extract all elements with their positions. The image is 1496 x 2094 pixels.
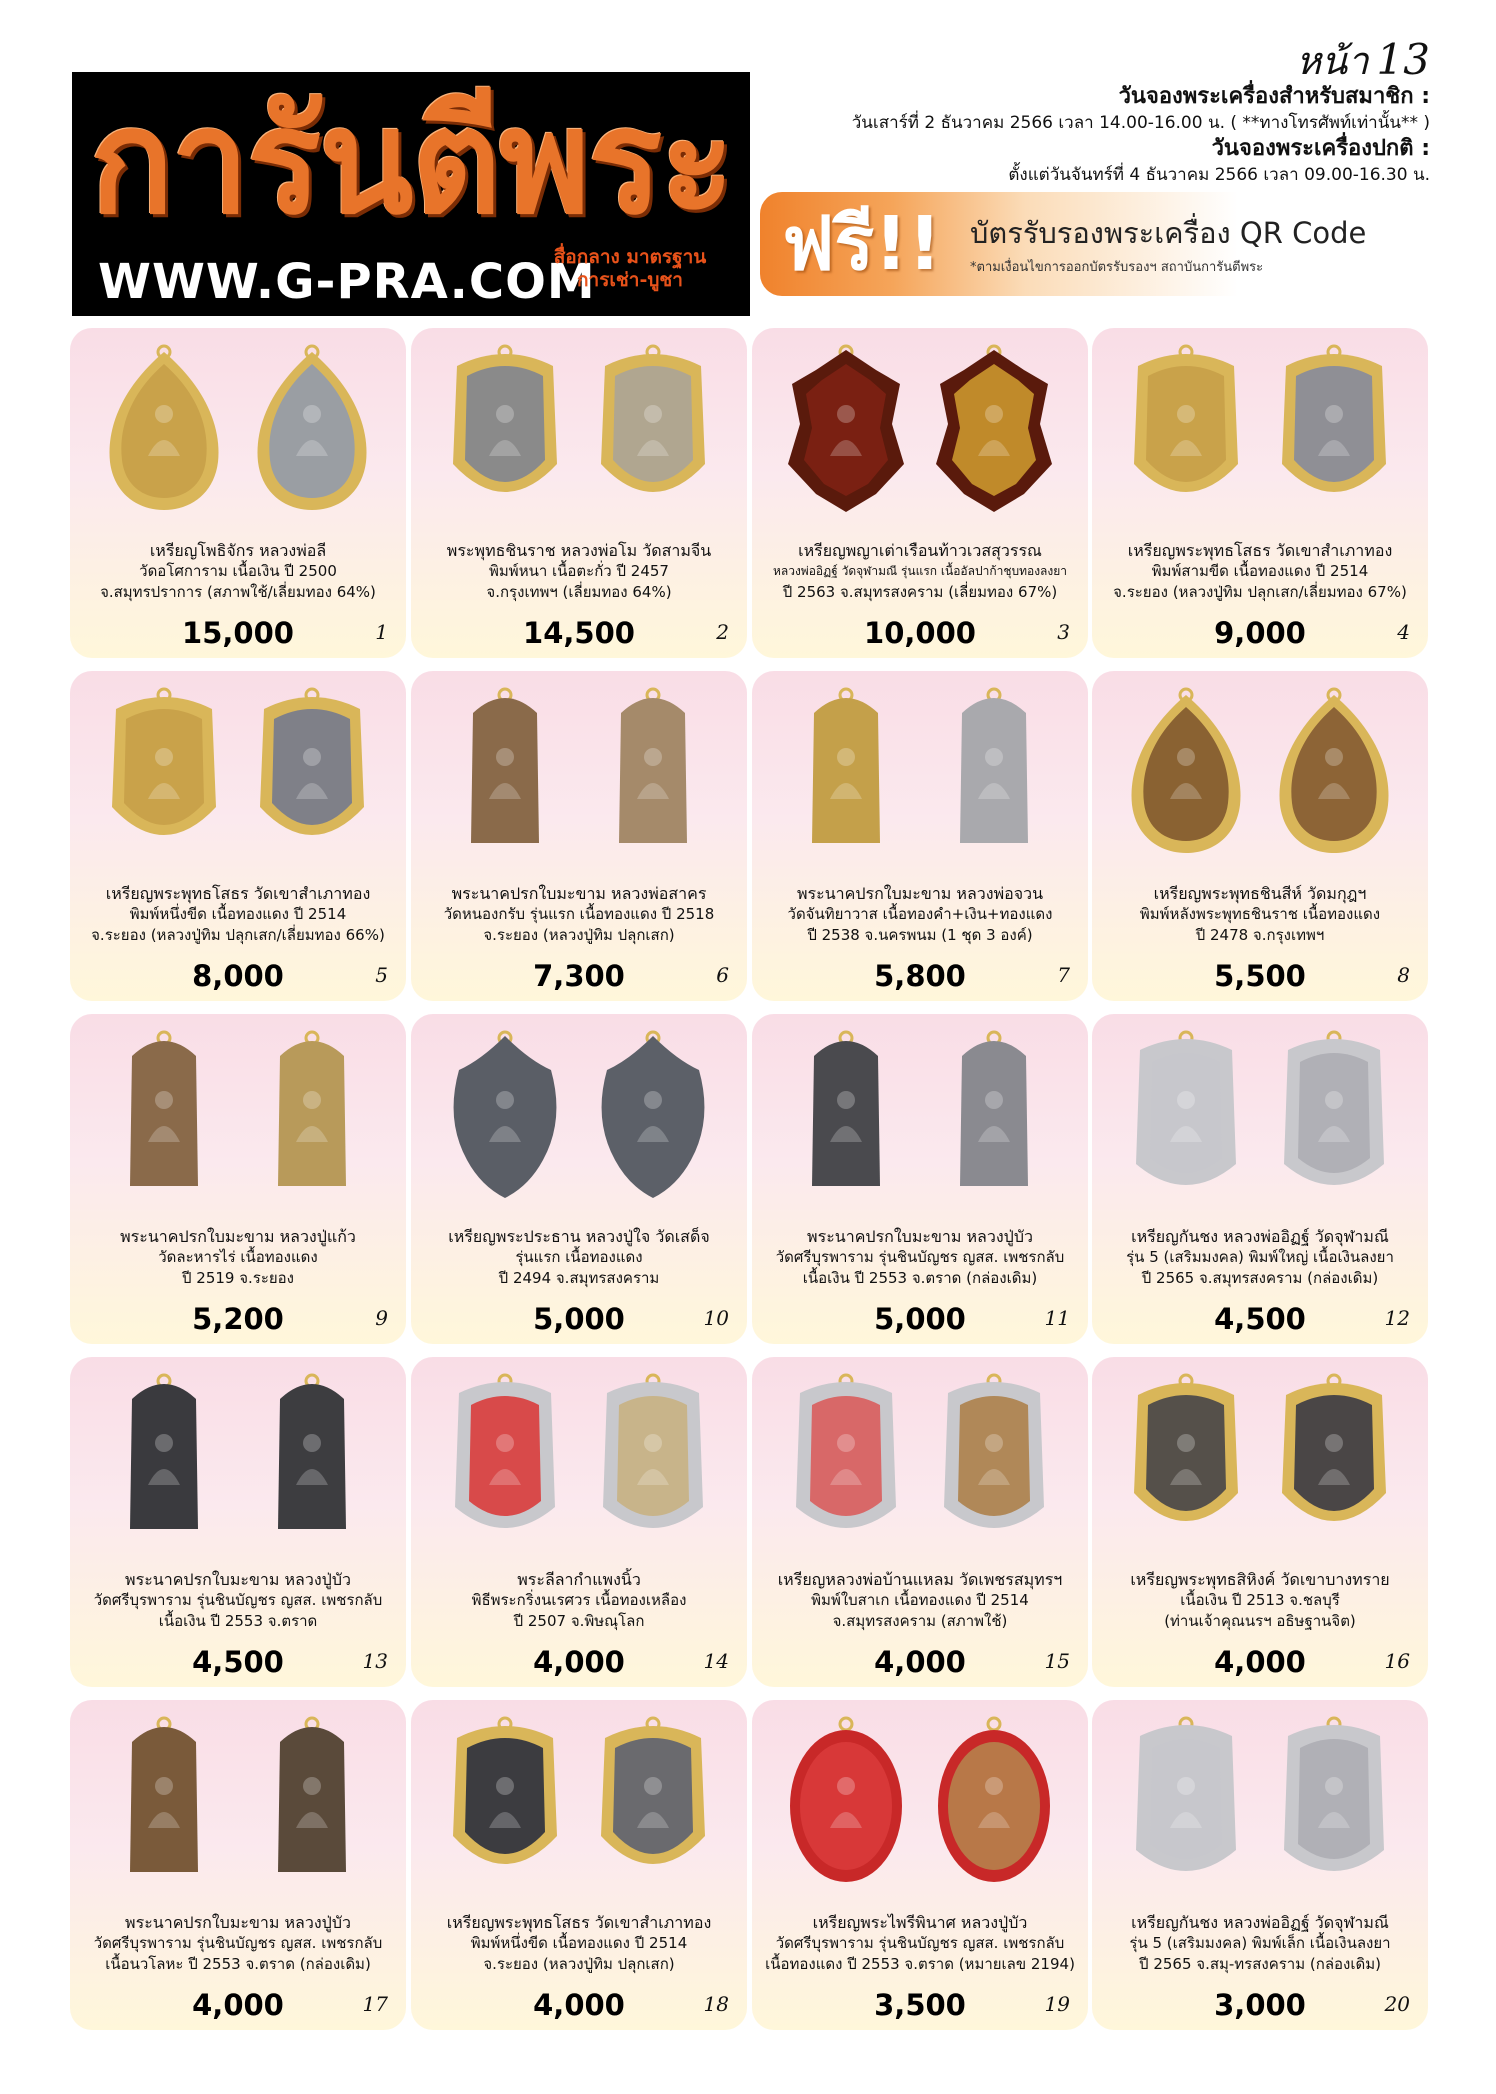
amulet-origin: จ.ระยอง (หลวงปู่ทิม ปลุกเสก/เลี่ยมทอง 67%) (1113, 583, 1407, 601)
amulet-description (1100, 540, 1420, 603)
item-number: 17 (362, 1992, 388, 2016)
amulet-name: เหรียญหลวงพ่อบ้านแหลม วัดเพชรสมุทรฯ (777, 1570, 1063, 1589)
logo-url: WWW.G-PRA.COM (98, 254, 596, 310)
amulet-origin: ปี 2563 จ.สมุทรสงคราม (เลี่ยมทอง 67%) (782, 583, 1058, 601)
amulet-back-image (246, 344, 378, 516)
amulet-card (752, 1014, 1088, 1344)
amulet-price: 5,800 (874, 959, 966, 993)
item-number: 18 (703, 1992, 729, 2016)
amulet-front-image (780, 1716, 912, 1888)
amulet-description (1100, 883, 1420, 946)
amulet-price: 5,500 (1214, 959, 1306, 993)
amulet-front-image (780, 1030, 912, 1202)
amulet-card (1092, 671, 1428, 1001)
amulet-origin: เนื้อนวโลหะ ปี 2553 จ.ตราด (กล่องเดิม) (105, 1955, 371, 1973)
amulet-price: 3,000 (1214, 1988, 1306, 2022)
amulet-photo-pair (776, 1030, 1064, 1202)
amulet-front-image (1120, 1716, 1252, 1888)
member-booking-heading: วันจองพระเครื่องสำหรับสมาชิก : (1118, 84, 1430, 109)
amulet-front-image (98, 344, 230, 516)
amulet-detail: เนื้อเงิน ปี 2513 จ.ชลบุรี (1180, 1591, 1340, 1609)
amulet-card (411, 1014, 747, 1344)
amulet-name: เหรียญพระไพรีพินาศ หลวงปู่บัว (812, 1913, 1028, 1932)
amulet-detail: รุ่น 5 (เสริมมงคล) พิมพ์ใหญ่ เนื้อเงินลงยา (1126, 1248, 1394, 1266)
normal-booking-heading: วันจองพระเครื่องปกติ : (1211, 136, 1430, 161)
amulet-photo-pair (94, 344, 382, 516)
amulet-back-image (587, 344, 719, 516)
amulet-photo-pair (435, 1373, 723, 1545)
amulet-detail: พิมพ์หนึ่งขีด เนื้อทองแดง ปี 2514 (470, 1934, 688, 1952)
amulet-name: เหรียญกันชง หลวงพ่ออิฏฐ์ วัดจุฬามณี (1131, 1227, 1389, 1246)
item-number: 5 (375, 963, 388, 987)
normal-booking-time: ตั้งแต่วันจันทร์ที่ 4 ธันวาคม 2566 เวลา 09.00-16.30 น. (1008, 165, 1430, 185)
amulet-description (419, 1912, 739, 1975)
amulet-origin: จ.ระยอง (หลวงปู่ทิม ปลุกเสก) (483, 926, 675, 944)
amulet-name: พระพุทธชินราช หลวงพ่อโม วัดสามจีน (446, 541, 712, 560)
item-number: 2 (716, 620, 729, 644)
amulet-card (70, 1357, 406, 1687)
amulet-back-image (928, 344, 1060, 516)
amulet-front-image (1120, 1030, 1252, 1202)
amulet-detail: รุ่น 5 (เสริมมงคล) พิมพ์เล็ก เนื้อเงินลงยา (1129, 1934, 1391, 1952)
amulet-card (411, 1700, 747, 2030)
amulet-back-image (587, 687, 719, 859)
amulet-back-image (587, 1373, 719, 1545)
amulet-card (411, 1357, 747, 1687)
amulet-origin: ปี 2519 จ.ระยอง (181, 1269, 295, 1287)
amulet-origin: จ.สมุทรสงคราม (สภาพใช้) (832, 1612, 1008, 1630)
amulet-detail: พิมพ์ใบสาเก เนื้อทองแดง ปี 2514 (811, 1591, 1029, 1609)
amulet-price: 4,000 (874, 1645, 966, 1679)
logo-tagline (532, 246, 728, 292)
amulet-front-image (439, 1716, 571, 1888)
item-number: 8 (1397, 963, 1410, 987)
amulet-price: 4,000 (192, 1988, 284, 2022)
amulet-description (760, 540, 1080, 603)
amulet-origin: ปี 2494 จ.สมุทรสงคราม (498, 1269, 660, 1287)
amulet-description (78, 1569, 398, 1632)
amulet-photo-pair (1116, 1716, 1404, 1888)
amulet-origin: จ.กรุงเทพฯ (เลี่ยมทอง 64%) (486, 583, 672, 601)
amulet-detail: วัดศรีบุรพาราม รุ่นชินบัญชร ญสส. เพชรกลับ (93, 1591, 383, 1609)
amulet-origin: จ.ระยอง (หลวงปู่ทิม ปลุกเสก) (483, 1955, 675, 1973)
amulet-card (752, 671, 1088, 1001)
amulet-description (1100, 1912, 1420, 1975)
amulet-front-image (98, 1373, 230, 1545)
amulet-back-image (928, 1030, 1060, 1202)
amulet-detail: พิมพ์สามขีด เนื้อทองแดง ปี 2514 (1151, 562, 1369, 580)
amulet-card (752, 1700, 1088, 2030)
amulet-name: พระนาคปรกใบมะขาม หลวงปู่บัว (125, 1570, 351, 1589)
amulet-front-image (1120, 1373, 1252, 1545)
amulet-origin: ปี 2478 จ.กรุงเทพฯ (1195, 926, 1325, 944)
item-number: 10 (703, 1306, 729, 1330)
amulet-detail: พิมพ์หลังพระพุทธชินราช เนื้อทองแดง (1139, 905, 1381, 923)
amulet-card (70, 328, 406, 658)
amulet-front-image (98, 1716, 230, 1888)
amulet-name: เหรียญพระพุทธโสธร วัดเขาสำเภาทอง (105, 884, 371, 903)
item-number: 13 (362, 1649, 388, 1673)
amulet-price: 4,500 (1214, 1302, 1306, 1336)
amulet-price: 5,000 (533, 1302, 625, 1336)
booking-info (790, 84, 1430, 188)
page-number-value: 13 (1376, 35, 1430, 84)
amulet-photo-pair (435, 1030, 723, 1202)
amulet-card (752, 328, 1088, 658)
amulet-price: 5,000 (874, 1302, 966, 1336)
item-number: 16 (1384, 1649, 1410, 1673)
amulet-description (78, 1226, 398, 1289)
amulet-price: 14,500 (523, 616, 635, 650)
amulet-description (78, 540, 398, 603)
brand-logo (72, 72, 750, 316)
amulet-description (760, 883, 1080, 946)
amulet-photo-pair (1116, 1030, 1404, 1202)
amulet-name: พระลีลากำแพงนิ้ว (517, 1570, 641, 1589)
member-booking-time: วันเสาร์ที่ 2 ธันวาคม 2566 เวลา 14.00-16.00 น. ( **ทางโทรศัพท์เท่านั้น** ) (851, 113, 1430, 133)
amulet-name: พระนาคปรกใบมะขาม หลวงพ่อจวน (796, 884, 1044, 903)
amulet-photo-pair (94, 1716, 382, 1888)
free-word: ฟรี!! (782, 201, 942, 287)
amulet-price: 5,200 (192, 1302, 284, 1336)
amulet-back-image (246, 1716, 378, 1888)
amulet-origin: ปี 2507 จ.พิษณุโลก (513, 1612, 645, 1630)
item-number: 9 (375, 1306, 388, 1330)
amulet-name: เหรียญพระพุทธสิหิงค์ วัดเขาบางทราย (1130, 1570, 1390, 1589)
amulet-detail: วัดอโศการาม เนื้อเงิน ปี 2500 (139, 562, 337, 580)
amulet-origin: จ.สมุทรปราการ (สภาพใช้/เลี่ยมทอง 64%) (100, 583, 376, 601)
amulet-detail: พิมพ์หนา เนื้อตะกั่ว ปี 2457 (489, 562, 669, 580)
amulet-detail: พิมพ์หนึ่งขีด เนื้อทองแดง ปี 2514 (129, 905, 347, 923)
amulet-card (411, 328, 747, 658)
amulet-detail: วัดศรีบุรพาราม รุ่นชินบัญชร ญสส. เพชรกลับ (93, 1934, 383, 1952)
amulet-name: เหรียญพระพุทธโสธร วัดเขาสำเภาทอง (1127, 541, 1393, 560)
amulet-photo-pair (435, 687, 723, 859)
amulet-origin: เนื้อทองแดง ปี 2553 จ.ตราด (หมายเลข 2194) (765, 1955, 1075, 1973)
amulet-front-image (1120, 344, 1252, 516)
amulet-description (760, 1912, 1080, 1975)
amulet-card (70, 1014, 406, 1344)
amulet-price: 4,000 (533, 1988, 625, 2022)
amulet-front-image (780, 687, 912, 859)
amulet-price: 8,000 (192, 959, 284, 993)
amulet-price: 10,000 (864, 616, 976, 650)
amulet-back-image (246, 1373, 378, 1545)
amulet-photo-pair (776, 1373, 1064, 1545)
amulet-price: 9,000 (1214, 616, 1306, 650)
amulet-price: 3,500 (874, 1988, 966, 2022)
amulet-back-image (928, 687, 1060, 859)
amulet-detail: หลวงพ่ออิฏฐ์ วัดจุฬามณี รุ่นแรก เนื้ออัลปาก้าชุบทองลงยา (772, 564, 1068, 578)
item-number: 12 (1384, 1306, 1410, 1330)
amulet-description (760, 1569, 1080, 1632)
amulet-price: 4,500 (192, 1645, 284, 1679)
amulet-photo-pair (1116, 1373, 1404, 1545)
amulet-origin: เนื้อเงิน ปี 2553 จ.ตราด (158, 1612, 318, 1630)
logo-tagline-1: สื่อกลาง มาตรฐาน (553, 246, 707, 268)
amulet-price: 4,000 (1214, 1645, 1306, 1679)
free-certificate-banner (760, 192, 1424, 296)
amulet-back-image (1268, 344, 1400, 516)
amulet-back-image (928, 1716, 1060, 1888)
amulet-description (78, 1912, 398, 1975)
free-banner-main: บัตรรับรองพระเครื่อง QR Code (970, 216, 1367, 250)
item-number: 11 (1044, 1306, 1070, 1330)
amulet-front-image (439, 1373, 571, 1545)
amulet-origin: (ท่านเจ้าคุณนรฯ อธิษฐานจิต) (1164, 1612, 1356, 1630)
amulet-origin: เนื้อเงิน ปี 2553 จ.ตราด (กล่องเดิม) (802, 1269, 1038, 1287)
item-number: 1 (375, 620, 388, 644)
amulet-back-image (1268, 1716, 1400, 1888)
amulet-photo-pair (94, 1373, 382, 1545)
amulet-back-image (1268, 687, 1400, 859)
amulet-name: พระนาคปรกใบมะขาม หลวงปู่บัว (125, 1913, 351, 1932)
amulet-photo-pair (1116, 687, 1404, 859)
amulet-back-image (246, 687, 378, 859)
amulet-card (752, 1357, 1088, 1687)
amulet-card (1092, 1357, 1428, 1687)
amulet-back-image (246, 1030, 378, 1202)
amulet-description (1100, 1226, 1420, 1289)
amulet-back-image (1268, 1373, 1400, 1545)
item-number: 20 (1384, 1992, 1410, 2016)
amulet-name: เหรียญพระประธาน หลวงปู่ใจ วัดเสด็จ (448, 1227, 710, 1246)
amulet-price: 4,000 (533, 1645, 625, 1679)
amulet-card (1092, 1700, 1428, 2030)
amulet-card (1092, 1014, 1428, 1344)
amulet-price: 7,300 (533, 959, 625, 993)
item-number: 6 (716, 963, 729, 987)
amulet-photo-pair (94, 1030, 382, 1202)
amulet-front-image (780, 344, 912, 516)
amulet-price: 15,000 (182, 616, 294, 650)
amulet-front-image (98, 687, 230, 859)
item-number: 14 (703, 1649, 729, 1673)
amulet-photo-pair (776, 687, 1064, 859)
amulet-front-image (439, 687, 571, 859)
amulet-front-image (439, 1030, 571, 1202)
amulet-detail: วัดละหารไร่ เนื้อทองแดง (158, 1248, 318, 1266)
amulet-detail: วัดศรีบุรพาราม รุ่นชินบัญชร ญสส. เพชรกลับ (775, 1934, 1065, 1952)
amulet-description (419, 1569, 739, 1632)
amulet-front-image (98, 1030, 230, 1202)
amulet-card (1092, 328, 1428, 658)
amulet-description (419, 883, 739, 946)
amulet-origin: ปี 2565 จ.สมุทรสงคราม (กล่องเดิม) (1141, 1269, 1379, 1287)
amulet-detail: วัดศรีบุรพาราม รุ่นชินบัญชร ญสส. เพชรกลับ (775, 1248, 1065, 1266)
amulet-description (419, 1226, 739, 1289)
item-number: 19 (1044, 1992, 1070, 2016)
free-banner-note: *ตามเงื่อนไขการออกบัตรรับรองฯ สถาบันการันตีพระ (970, 260, 1264, 275)
amulet-back-image (928, 1373, 1060, 1545)
amulet-front-image (780, 1373, 912, 1545)
amulet-card (70, 671, 406, 1001)
amulet-description (419, 540, 739, 603)
amulet-name: เหรียญพญาเต่าเรือนท้าวเวสสุวรรณ (798, 541, 1042, 560)
amulet-origin: จ.ระยอง (หลวงปู่ทิม ปลุกเสก/เลี่ยมทอง 66%) (91, 926, 385, 944)
amulet-origin: ปี 2538 จ.นครพนม (1 ชุด 3 องค์) (807, 926, 1033, 944)
amulet-photo-pair (435, 344, 723, 516)
amulet-description (760, 1226, 1080, 1289)
amulet-grid (70, 328, 1428, 2030)
amulet-origin: ปี 2565 จ.สมุ-ทรสงคราม (กล่องเดิม) (1139, 1955, 1381, 1973)
amulet-detail: พิธีพระกริ่งนเรศวร เนื้อทองเหลือง (471, 1591, 687, 1609)
amulet-description (1100, 1569, 1420, 1632)
item-number: 7 (1057, 963, 1070, 987)
amulet-name: เหรียญโพธิจักร หลวงพ่อลี (149, 541, 327, 560)
item-number: 4 (1397, 620, 1410, 644)
amulet-name: พระนาคปรกใบมะขาม หลวงพ่อสาคร (451, 884, 707, 903)
item-number: 3 (1057, 620, 1070, 644)
amulet-name: พระนาคปรกใบมะขาม หลวงปู่บัว (807, 1227, 1033, 1246)
amulet-detail: วัดจันทิยาวาส เนื้อทองคำ+เงิน+ทองแดง (787, 905, 1053, 923)
amulet-photo-pair (776, 1716, 1064, 1888)
amulet-photo-pair (435, 1716, 723, 1888)
page-number (1296, 30, 1430, 91)
amulet-name: เหรียญกันชง หลวงพ่ออิฏฐ์ วัดจุฬามณี (1131, 1913, 1389, 1932)
amulet-card (411, 671, 747, 1001)
amulet-photo-pair (94, 687, 382, 859)
logo-title: การันตีพระ (90, 77, 733, 247)
amulet-front-image (1120, 687, 1252, 859)
amulet-name: พระนาคปรกใบมะขาม หลวงปู่แก้ว (120, 1227, 356, 1246)
amulet-back-image (1268, 1030, 1400, 1202)
amulet-photo-pair (776, 344, 1064, 516)
amulet-detail: วัดหนองกรับ รุ่นแรก เนื้อทองแดง ปี 2518 (443, 905, 715, 923)
item-number: 15 (1044, 1649, 1070, 1673)
amulet-card (70, 1700, 406, 2030)
amulet-description (78, 883, 398, 946)
amulet-front-image (439, 344, 571, 516)
logo-tagline-2: การเช่า-บูชา (577, 269, 683, 291)
amulet-detail: รุ่นแรก เนื้อทองแดง (515, 1248, 643, 1266)
amulet-name: เหรียญพระพุทธโสธร วัดเขาสำเภาทอง (446, 1913, 712, 1932)
page-label: หน้า (1296, 39, 1369, 83)
amulet-back-image (587, 1716, 719, 1888)
amulet-back-image (587, 1030, 719, 1202)
amulet-photo-pair (1116, 344, 1404, 516)
amulet-name: เหรียญพระพุทธชินสีห์ วัดมกุฎฯ (1153, 884, 1367, 903)
